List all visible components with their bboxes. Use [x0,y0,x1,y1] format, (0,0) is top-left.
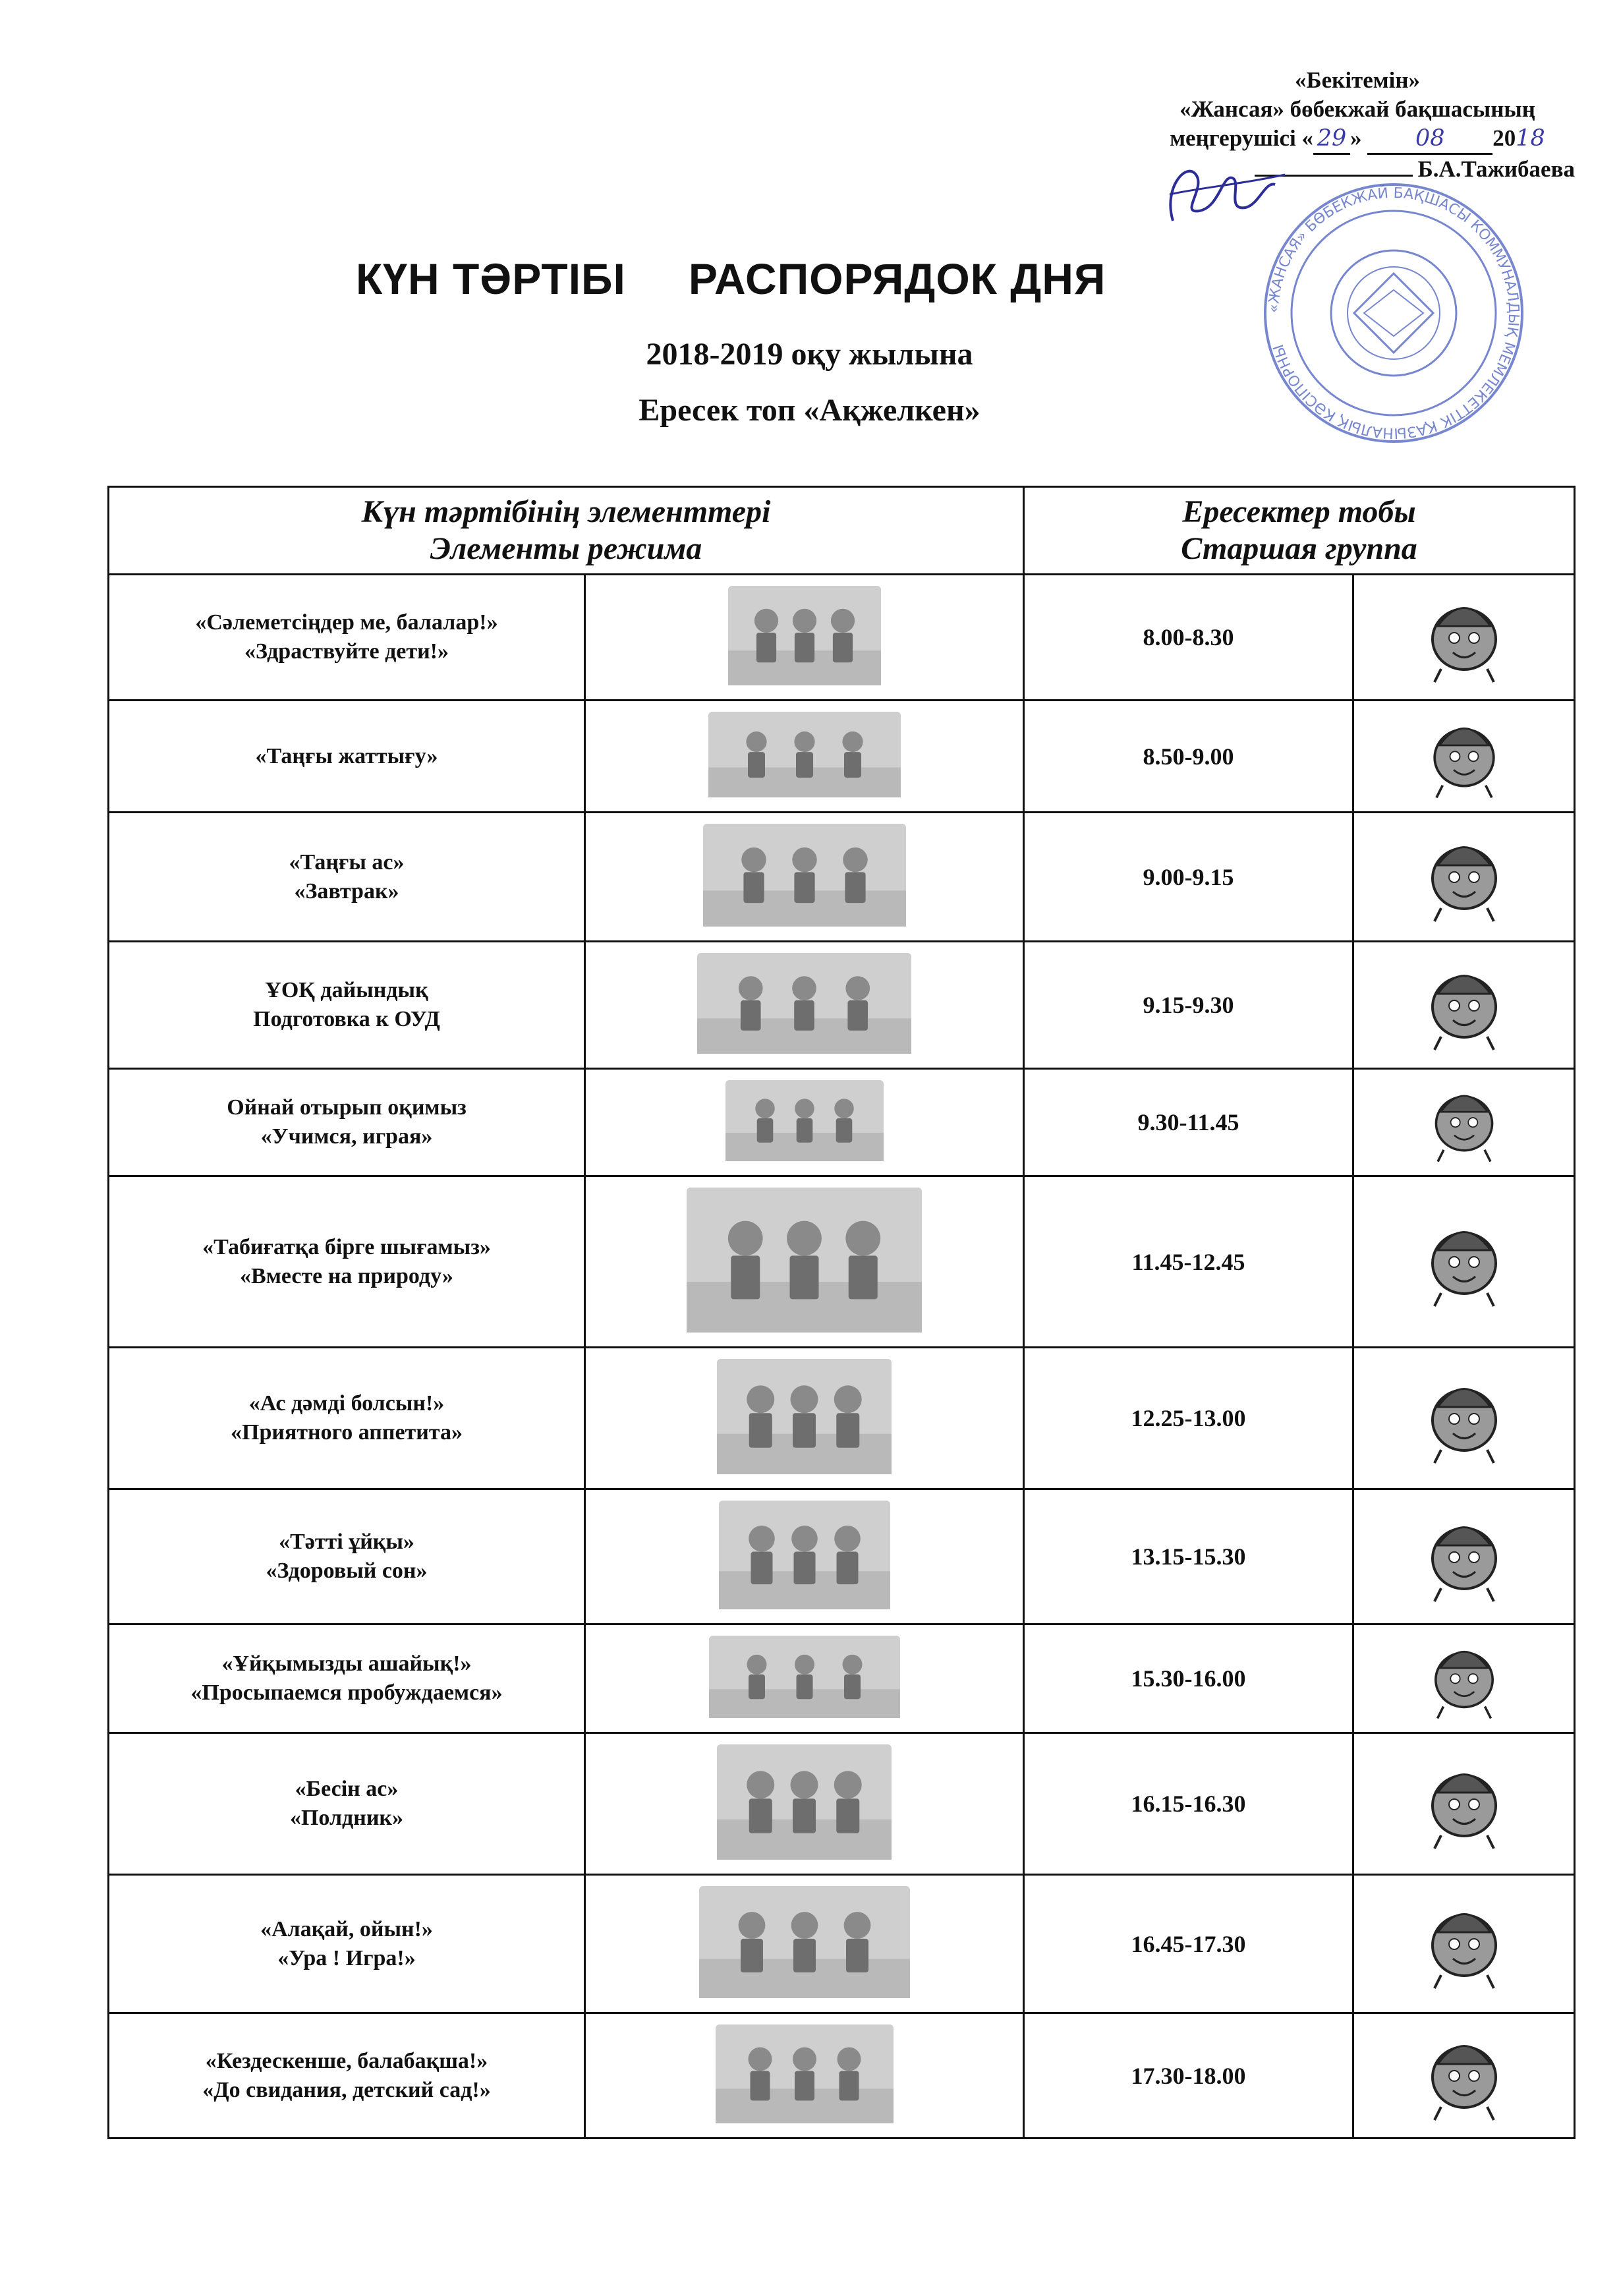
table-row [109,701,1575,813]
activity-picture-cell [585,1875,1024,2013]
activity-time: 17.30-18.00 [1024,2013,1353,2138]
table-row [109,813,1575,942]
children-preparing-image [697,953,911,1054]
activity-name-line: «Просыпаемся пробуждаемся» [190,1680,503,1705]
activity-time: 8.50-9.00 [1024,701,1353,813]
kolobok-walk-icon [1415,1211,1514,1309]
activity-time: 12.25-13.00 [1024,1348,1353,1489]
kolobok-sleep-icon [1415,1506,1514,1605]
activity-picture-cell [585,1624,1024,1733]
kolobok-bye-icon [1415,2024,1514,2123]
activity-time: 15.30-16.00 [1024,1624,1353,1733]
activity-picture-cell [585,575,1024,701]
activity-name [109,575,585,701]
header-group: Ересектер тобы Старшая группа [1024,487,1575,575]
activity-picture-cell [585,1733,1024,1875]
academic-year: 2018-2019 оқу жылына [646,337,973,372]
clock-children-icon [1415,708,1514,801]
activity-name [109,1875,585,2013]
table-row [109,942,1575,1069]
table-row [109,1489,1575,1624]
activity-icon-cell [1353,942,1575,1069]
table-row [109,1624,1575,1733]
activity-name-line: «Тәтті ұйқы» [279,1530,414,1554]
activity-time: 9.00-9.15 [1024,813,1353,942]
activity-name-line: «Учимся, играя» [260,1124,433,1149]
children-classroom-image [725,1080,884,1161]
activity-name-line: «Здоровый сон» [266,1559,428,1583]
seal-text: «ЖАНСАЯ» БӨБЕКЖАЙ БАҚШАСЫ КОММУНАЛДЫҚ МЕМЛЕКЕТТІК ҚАЗЫНАЛЫҚ КӘСІПОРНЫ [1265,185,1522,442]
activity-name [109,1733,585,1875]
approval-year: 18 [1516,125,1545,152]
activity-name-line: ҰОҚ дайындық [265,978,428,1002]
activity-name-line: «Завтрак» [294,878,399,904]
approval-position: меңгерушісі « [1170,125,1313,151]
activity-name [109,942,585,1069]
activity-picture-cell [585,942,1024,1069]
activity-picture-cell [585,1069,1024,1176]
table-row [109,1069,1575,1176]
activity-name-line: «Таңғы ас» [289,849,405,875]
activity-name-line: «Таңғы жаттығу» [255,743,438,768]
activity-name-line: «Ас дәмді болсын!» [248,1391,445,1416]
approval-organization: «Жансая» бөбекжай бақшасының [1179,96,1535,122]
activity-name-line: «Полдник» [289,1806,404,1830]
table-row [109,575,1575,701]
child-waking-image [709,1636,900,1718]
approval-month: 08 [1415,125,1445,152]
activity-icon-cell [1353,1489,1575,1624]
activity-name [109,1489,585,1624]
alarm-clock-icon [1415,587,1514,685]
activity-name-line: «Сәлеметсіңдер ме, балалар!» [195,610,498,635]
kolobok-chef-icon [1415,1367,1514,1466]
activity-name [109,1069,585,1176]
activity-time: 9.30-11.45 [1024,1069,1353,1176]
children-playing-image [699,1886,910,1998]
activity-name-line: Подготовка к ОУД [253,1007,440,1031]
activity-name [109,813,585,942]
title-kazakh: КҮН ТӘРТІБІ [356,254,626,303]
header-elements: Күн тәртібінің элементтері Элементы режима [109,487,1024,575]
activity-time: 16.15-16.30 [1024,1733,1353,1875]
activity-time: 11.45-12.45 [1024,1176,1353,1348]
group-name: Ересек топ «Ақжелкен» [639,393,980,428]
activity-picture-cell [585,701,1024,813]
activity-name-line: «Ұйқымызды ашайық!» [221,1651,472,1676]
chef-boy-icon [1415,826,1514,925]
children-greeting-image [728,586,881,685]
activity-time: 16.45-17.30 [1024,1875,1353,2013]
activity-name [109,701,585,813]
activity-name-line: «Приятного аппетита» [231,1420,463,1445]
family-goodbye-image [716,2024,894,2123]
approval-title: «Бекітемін» [1294,67,1421,93]
activity-name-line: «Бесін ас» [295,1777,399,1801]
activity-icon-cell [1353,2013,1575,2138]
page-title [356,254,1476,304]
table-row [109,1348,1575,1489]
activity-name-line: «Ура ! Игра!» [277,1945,416,1970]
kolobok-wake-icon [1415,1632,1514,1721]
approval-date: меңгерушісі « 29 » 08 2018 [1114,124,1601,155]
activity-name-line: «Здраствуйте дети!» [244,639,449,664]
activity-name-line: «Вместе на природу» [240,1263,453,1288]
table-row [109,1875,1575,2013]
activity-icon-cell [1353,1875,1575,2013]
activity-picture-cell [585,1348,1024,1489]
activity-icon-cell [1353,1733,1575,1875]
children-playground-image [687,1188,922,1333]
activity-icon-cell [1353,1348,1575,1489]
activity-name-line: «До свидания, детский сад!» [202,2077,491,2102]
activity-icon-cell [1353,701,1575,813]
activity-name-line: «Табиғатқа бірге шығамыз» [202,1234,491,1259]
activity-icon-cell [1353,575,1575,701]
activity-icon-cell [1353,813,1575,942]
approval-day: 29 [1317,125,1347,152]
kolobok-books-icon [1415,1077,1514,1164]
approval-year-prefix: 20 [1492,125,1516,151]
kolobok-reading-icon [1415,1753,1514,1852]
activity-time: 9.15-9.30 [1024,942,1353,1069]
activity-picture-cell [585,1176,1024,1348]
approval-signer: Б.А.Тажибаева [1417,156,1575,182]
activity-name [109,1624,585,1733]
children-sleeping-image [719,1501,890,1609]
table-header-row [109,487,1575,575]
activity-name-line: «Кездескенше, балабақша!» [205,2048,488,2073]
activity-name [109,1176,585,1348]
activity-icon-cell [1353,1176,1575,1348]
activity-name-line: Ойнай отырып оқимыз [227,1095,467,1120]
activity-time: 8.00-8.30 [1024,575,1353,701]
children-exercise-image [708,712,901,797]
activity-time: 13.15-15.30 [1024,1489,1353,1624]
table-row [109,1733,1575,1875]
table-row [109,1176,1575,1348]
title-russian: РАСПОРЯДОК ДНЯ [688,254,1106,303]
schedule-table [107,486,1574,2139]
activity-name-line: «Алақай, ойын!» [260,1916,433,1941]
children-snack-image [717,1744,892,1860]
kolobok-play-icon [1415,1893,1514,1992]
children-breakfast-image [703,824,906,927]
activity-name [109,2013,585,2138]
activity-icon-cell [1353,1624,1575,1733]
table-row [109,2013,1575,2138]
children-lunch-image [717,1359,892,1474]
activity-picture-cell [585,1489,1024,1624]
activity-icon-cell [1353,1069,1575,1176]
pencils-icon [1415,954,1514,1053]
activity-name [109,1348,585,1489]
activity-picture-cell [585,2013,1024,2138]
activity-picture-cell [585,813,1024,942]
